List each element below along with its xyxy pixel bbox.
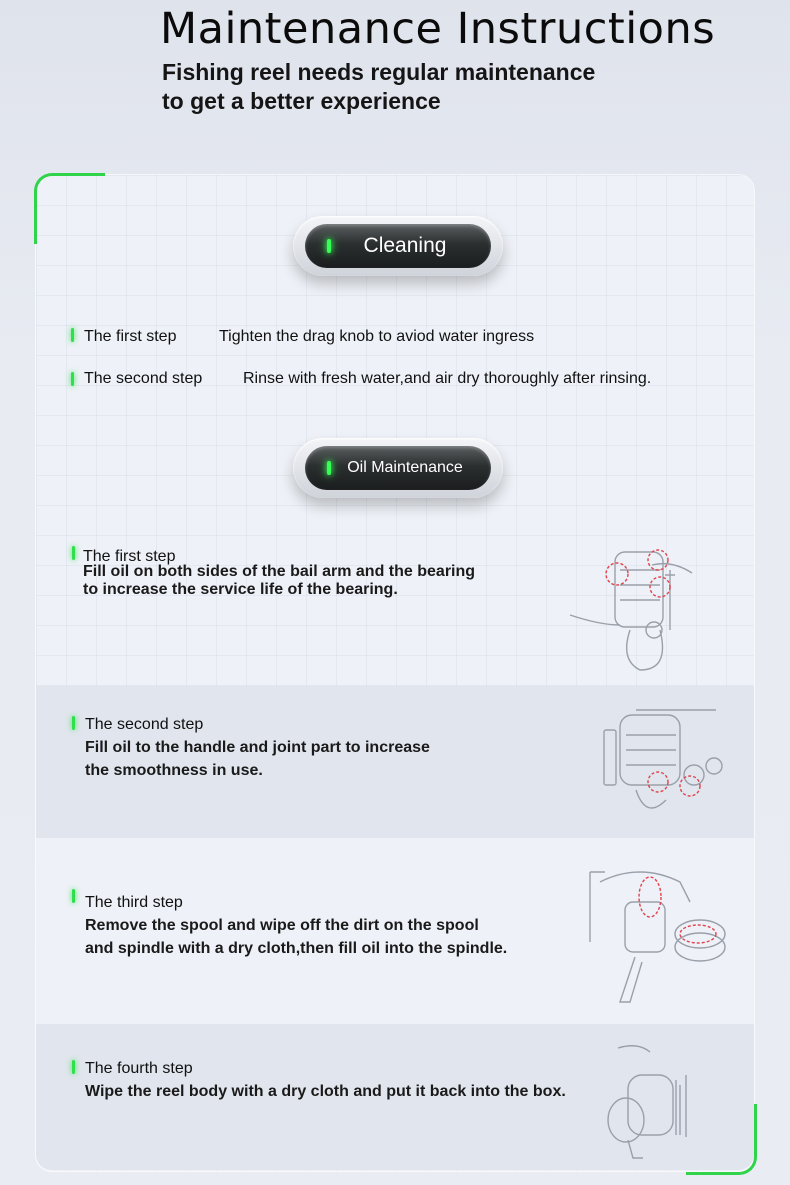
- cleaning-step-1-label: The first step: [84, 328, 177, 345]
- subtitle-line-1: Fishing reel needs regular maintenance: [162, 59, 596, 85]
- cleaning-step-2-label: The second step: [84, 370, 203, 387]
- oil-step-2-line-1: Fill oil to the handle and joint part to increase: [85, 739, 430, 756]
- corner-accent-top-left: [34, 173, 105, 244]
- reel-bail-arm-illustration-icon: [560, 540, 700, 675]
- cleaning-step-1-text: Tighten the drag knob to aviod water ingress: [219, 328, 535, 345]
- badge-indicator-icon: [327, 239, 331, 253]
- oil-step-1-line-1: Fill oil on both sides of the bail arm and the bearing: [83, 563, 476, 580]
- cleaning-badge-label: Cleaning: [363, 234, 447, 257]
- badge-indicator-icon: [327, 461, 331, 475]
- oil-step-3-text: [85, 914, 507, 960]
- oil-step-1-line-2: to increase the service life of the bearing.: [83, 581, 398, 598]
- reel-spool-illustration-icon: [585, 862, 730, 1007]
- oil-step-3-label: The third step: [85, 894, 183, 911]
- oil-step-2-line-2: the smoothness in use.: [85, 762, 263, 779]
- step-marker-icon: [72, 1060, 75, 1074]
- cleaning-badge: [293, 216, 503, 276]
- oil-step-1-text: [83, 563, 475, 599]
- oil-step-4-label: The fourth step: [85, 1060, 193, 1077]
- subtitle-line-2: to get a better experience: [162, 88, 441, 114]
- reel-handle-joint-illustration-icon: [596, 700, 726, 835]
- oil-step-4-text: Wipe the reel body with a dry cloth and put it back into the box.: [85, 1083, 566, 1100]
- step-marker-icon: [72, 716, 75, 730]
- step-marker-icon: [72, 546, 75, 560]
- oil-maintenance-badge: [293, 438, 503, 498]
- step-marker-icon: [71, 328, 74, 342]
- oil-badge-label: Oil Maintenance: [347, 459, 463, 476]
- oil-step-1-label: The first step: [83, 548, 176, 565]
- step-marker-icon: [71, 372, 74, 386]
- oil-step-2-text: [85, 736, 430, 782]
- reel-body-illustration-icon: [598, 1040, 708, 1165]
- step-marker-icon: [72, 889, 75, 903]
- oil-step-2-label: The second step: [85, 716, 204, 733]
- page-title: Maintenance Instructions: [160, 4, 716, 54]
- page-subtitle: [162, 58, 722, 116]
- cleaning-step-2-text: Rinse with fresh water,and air dry thoroughly after rinsing.: [243, 370, 652, 387]
- oil-step-3-line-1: Remove the spool and wipe off the dirt on the spool: [85, 917, 479, 934]
- oil-step-3-line-2: and spindle with a dry cloth,then fill oil into the spindle.: [85, 940, 508, 957]
